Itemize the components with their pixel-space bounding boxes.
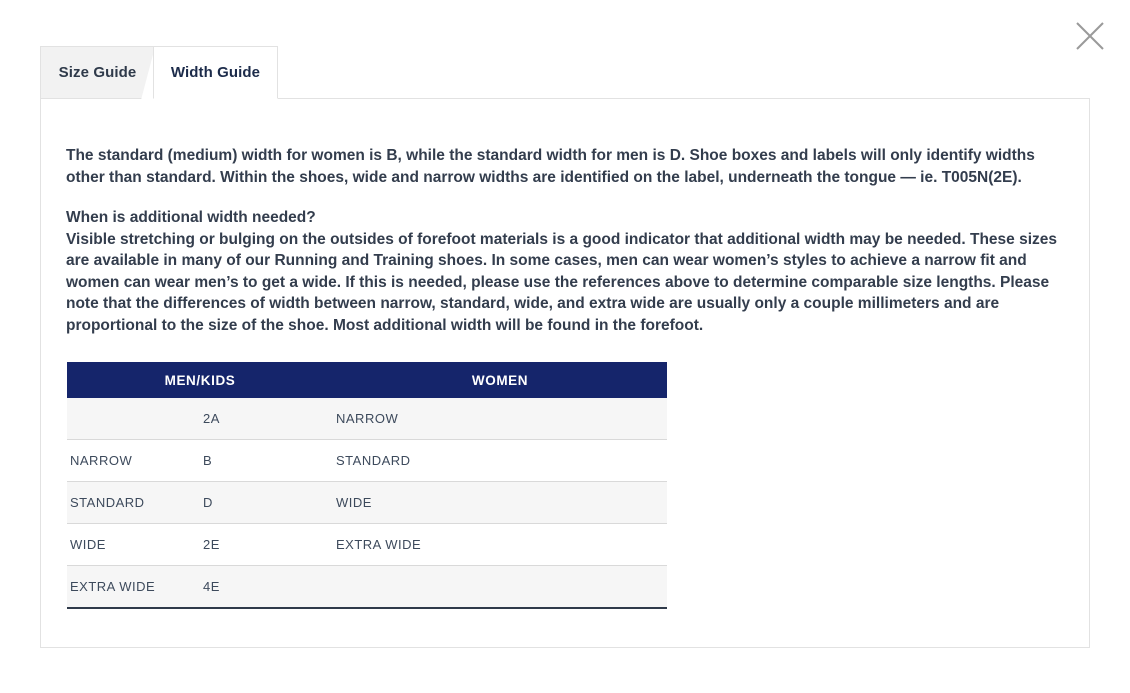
tab-size-guide[interactable] <box>40 46 155 99</box>
table-row <box>67 524 667 566</box>
table-body <box>67 398 667 608</box>
cell-women: NARROW <box>333 398 667 440</box>
tab-width-guide-label: Width Guide <box>170 64 261 81</box>
standard-width-paragraph: The standard (medium) width for women is B, while the standard width for men is D. Shoe boxes and labels will only identify widths other than standard. Within the shoes, wide and narrow widths are identified on the label, underneath the tongue — ie. T005N(2E). <box>66 147 1035 186</box>
table-row <box>67 482 667 524</box>
additional-width-question: When is additional width needed? <box>66 209 316 226</box>
cell-men: STANDARD <box>67 482 200 524</box>
table-row <box>67 566 667 609</box>
cell-men <box>67 398 200 440</box>
additional-width-answer: Visible stretching or bulging on the outsides of forefoot materials is a good indicator that additional width may be needed. These sizes are available in many of our Running and Training shoes. In some cases, men can wear women’s styles to achieve a narrow fit and women can wear men’s to get a wide. If this is needed, please use the references above to determine comparable size lengths. Please note that the differences of width between narrow, standard, wide, and extra wide are usually only a couple millimeters and are proportional to the size of the shoe. Most additional width will be found in the forefoot. <box>66 230 1057 334</box>
cell-women: STANDARD <box>333 440 667 482</box>
table-header-row <box>67 362 667 398</box>
width-conversion-table <box>67 362 667 609</box>
table-header <box>67 362 667 398</box>
cell-men: EXTRA WIDE <box>67 566 200 609</box>
tab-width-guide[interactable] <box>153 46 278 99</box>
header-women: WOMEN <box>333 362 667 398</box>
tab-size-guide-label: Size Guide <box>58 64 137 81</box>
guide-text <box>66 145 1071 336</box>
width-guide-panel <box>40 98 1090 648</box>
cell-code: B <box>200 440 333 482</box>
close-button[interactable] <box>1072 18 1108 54</box>
cell-code: 2E <box>200 524 333 566</box>
cell-women: WIDE <box>333 482 667 524</box>
table-row <box>67 440 667 482</box>
cell-code: 4E <box>200 566 333 609</box>
tab-bar <box>40 46 278 99</box>
cell-men: WIDE <box>67 524 200 566</box>
cell-women: EXTRA WIDE <box>333 524 667 566</box>
header-men-kids: MEN/KIDS <box>67 362 333 398</box>
close-icon <box>1072 18 1108 54</box>
cell-code: 2A <box>200 398 333 440</box>
cell-women <box>333 566 667 609</box>
cell-men: NARROW <box>67 440 200 482</box>
additional-width-block <box>66 207 1071 336</box>
table-row <box>67 398 667 440</box>
cell-code: D <box>200 482 333 524</box>
